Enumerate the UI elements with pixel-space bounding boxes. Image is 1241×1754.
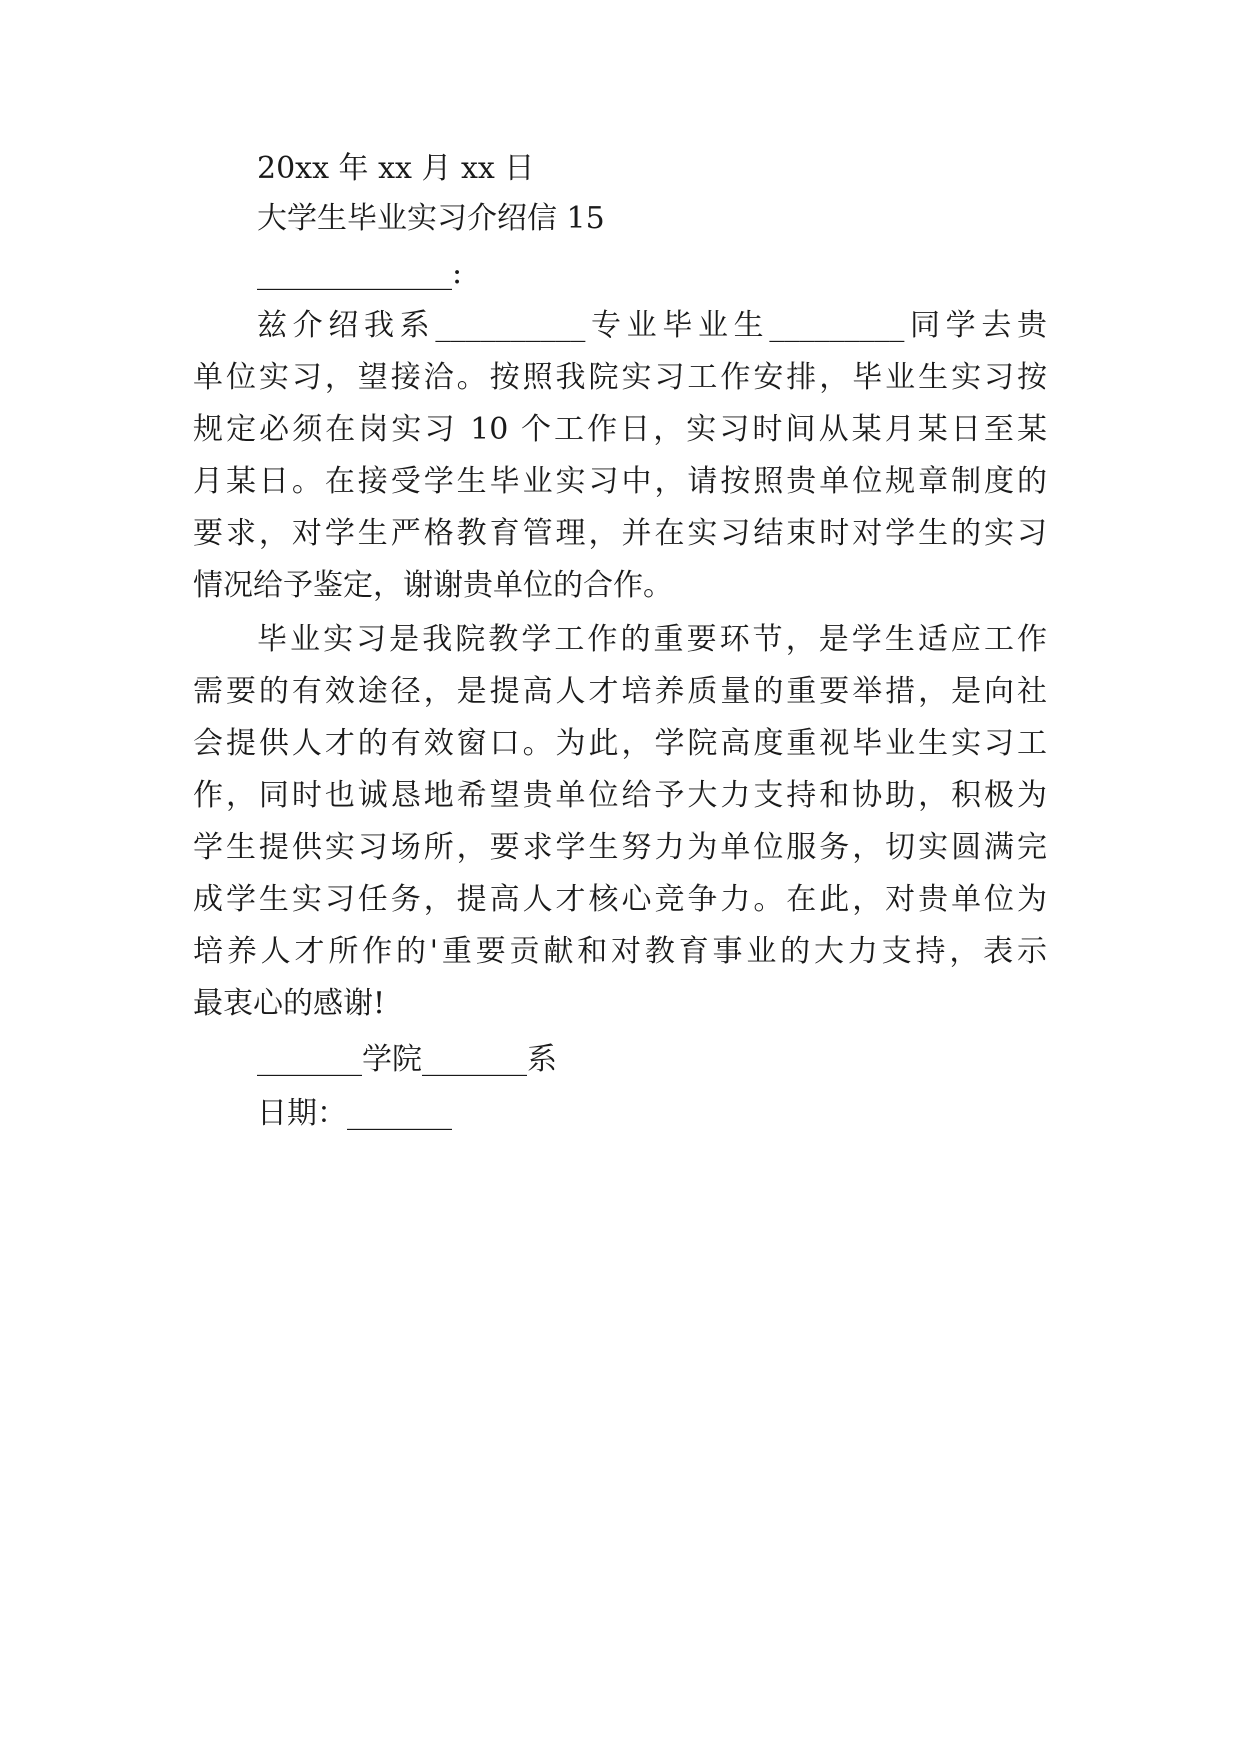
paragraph-2-line: 学生提供实习场所，要求学生努力为单位服务，切实圆满完 — [193, 830, 1047, 865]
signature-line: _______学院_______系 — [257, 1042, 557, 1077]
paragraph-2-line: 成学生实习任务，提高人才核心竞争力。在此，对贵单位为 — [193, 882, 1047, 917]
paragraph-1-line: 情况给予鉴定，谢谢贵单位的合作。 — [193, 568, 673, 603]
paragraph-1-line: 规定必须在岗实习 10 个工作日，实习时间从某月某日至某 — [193, 412, 1047, 447]
paragraph-2-line: 培养人才所作的'重要贡献和对教育事业的大力支持，表示 — [193, 934, 1047, 969]
date-footer: 日期：_______ — [257, 1096, 452, 1131]
paragraph-2-line: 最衷心的感谢! — [193, 986, 386, 1021]
paragraph-2-line: 毕业实习是我院教学工作的重要环节，是学生适应工作 — [257, 622, 1047, 657]
paragraph-1-line: 兹介绍我系__________专业毕业生_________同学去贵 — [257, 308, 1047, 343]
paragraph-1-line: 单位实习，望接洽。按照我院实习工作安排，毕业生实习按 — [193, 360, 1047, 395]
letter-title: 大学生毕业实习介绍信 15 — [257, 201, 605, 236]
date-line: 20xx 年 xx 月 xx 日 — [257, 151, 535, 186]
paragraph-2-line: 需要的有效途径，是提高人才培养质量的重要举措，是向社 — [193, 674, 1047, 709]
paragraph-2-line: 会提供人才的有效窗口。为此，学院高度重视毕业生实习工 — [193, 726, 1047, 761]
paragraph-2-line: 作，同时也诚恳地希望贵单位给予大力支持和协助，积极为 — [193, 778, 1047, 813]
paragraph-1-line: 月某日。在接受学生毕业实习中，请按照贵单位规章制度的 — [193, 464, 1047, 499]
paragraph-1-line: 要求，对学生严格教育管理，并在实习结束时对学生的实习 — [193, 516, 1047, 551]
salutation: _____________: — [257, 256, 463, 291]
